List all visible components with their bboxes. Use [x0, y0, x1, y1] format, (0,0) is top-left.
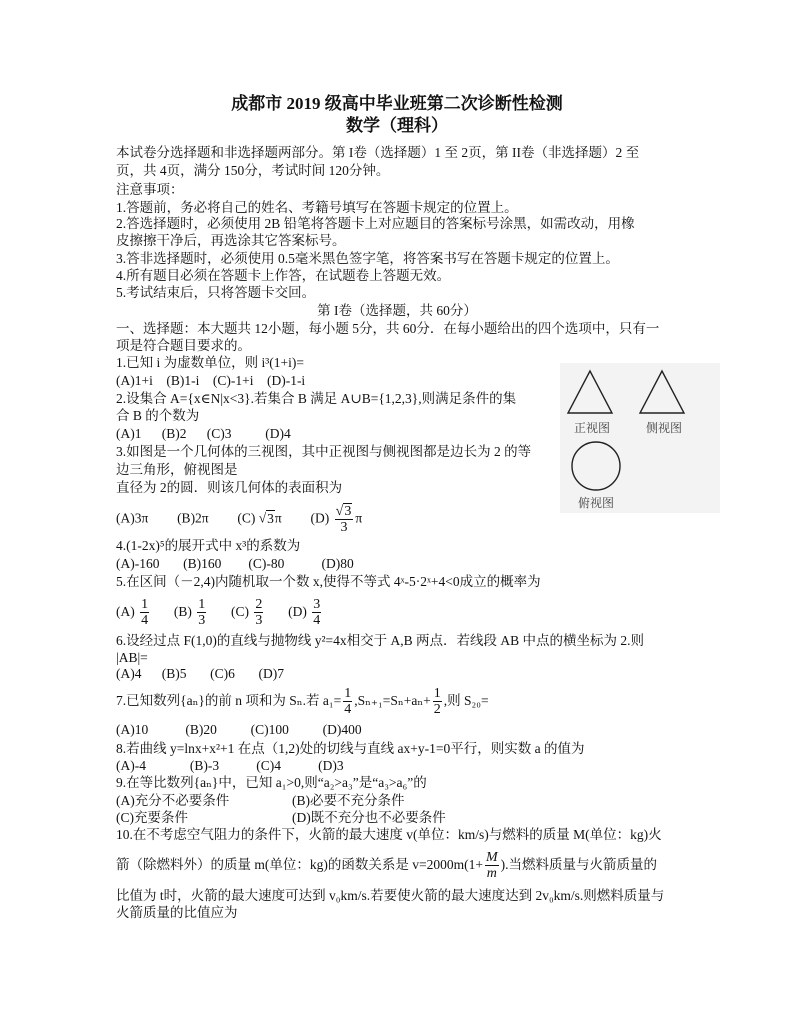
- q7-stem-part-3: ,则 S₂₀=: [443, 693, 489, 708]
- q9-option-b: (B)必要不充分条件: [292, 793, 405, 808]
- q3-option-c-radicand: 3: [267, 510, 274, 526]
- q6-stem-1: 6.设经过点 F(1,0)的直线与抛物线 y²=4x相交于 A,B 两点．若线段 AB 中点的横坐标为 2.则: [116, 633, 645, 648]
- q5-option-c-fraction: $\frac{2}{3}$: [255, 597, 263, 629]
- intro-line-1: 本试卷分选择题和非选择题两部分。第 I卷（选择题）1 至 2页，第 II卷（非选择题）2 至: [116, 145, 640, 160]
- q3-option-d: (D): [310, 510, 330, 526]
- q6-stem-2: |AB|=: [116, 650, 148, 665]
- q3-option-d-numerator: 3: [344, 504, 352, 519]
- note-2b: 皮擦擦干净后，再选涂其它答案标号。: [116, 233, 346, 248]
- q5-option-d-fraction: $\frac{3}{4}$: [313, 597, 321, 629]
- q3-stem-2: 边三角形，俯视图是: [116, 462, 238, 477]
- q3-option-d-fraction: $\frac{√3}{3}$: [335, 504, 352, 535]
- q3-option-a: (A)3π: [116, 510, 149, 526]
- q7-stem-part-1: 7.已知数列{aₙ}的前 n 项和为 Sₙ.若 a₁=: [116, 693, 342, 708]
- q5-option-d: (D): [288, 604, 307, 619]
- top-view-label: 俯视图: [578, 496, 615, 510]
- note-3: 3.答非选择题时，必须使用 0.5毫米黑色签字笔，将答案书写在答题卡规定的位置上。: [116, 251, 619, 266]
- q5-option-c: (C): [231, 604, 249, 619]
- q5-stem: 5.在区间（－2,4)内随机取一个数 x,使得不等式 4ˣ-5·2ˣ+4<0成立的概率为: [116, 574, 541, 589]
- q7-stem-part-2: ,Sₙ₊₁=Sₙ+aₙ+: [354, 693, 431, 708]
- q3-options: [116, 504, 362, 535]
- three-view-drawing: [560, 363, 720, 513]
- q3-option-d-denominator: 3: [340, 520, 348, 535]
- front-view-triangle: [568, 371, 612, 413]
- q10-line-1: 10.在不考虑空气阻力的条件下，火箭的最大速度 v(单位：km/s)与燃料的质量 M(单位：kg)火: [116, 827, 662, 842]
- q1-options: (A)1+i (B)1-i (C)-1+i (D)-1-i: [116, 373, 306, 388]
- q3-option-c-sqrt: √3: [258, 510, 274, 526]
- q10-line-3: 比值为 t时，火箭的最大速度可达到 v₀km/s.若要使火箭的最大速度达到 2v₀km/s.则燃料质量与: [116, 888, 665, 903]
- q5-options: [116, 594, 323, 630]
- q2-stem-2: 合 B 的个数为: [116, 408, 200, 423]
- three-view-figure: [560, 363, 720, 513]
- q9-option-c: (C)充要条件: [116, 810, 188, 825]
- q5-option-a-fraction: $\frac{1}{4}$: [141, 597, 149, 629]
- q10-line-4: 火箭质量的比值应为: [116, 905, 238, 920]
- q8-options: (A)-4 (B)-3 (C)4 (D)3: [116, 758, 344, 773]
- q5-option-a: (A): [116, 604, 135, 619]
- exam-subtitle: 数学（理科）: [346, 116, 448, 135]
- note-1: 1.答题前，务必将自己的姓名、考籍号填写在答题卡规定的位置上。: [116, 200, 518, 215]
- q3-option-b: (B)2π: [177, 510, 209, 526]
- q3-option-c-pi: π: [274, 510, 282, 526]
- q10-fraction: $\frac{M}{m}$: [485, 850, 498, 882]
- q9-stem: 9.在等比数列{aₙ}中，已知 a₁>0,则“a₂>a₃”是“a₃>a₆”的: [116, 775, 427, 790]
- q7-fraction-half: $\frac{1}{2}$: [433, 686, 441, 718]
- front-view-label: 正视图: [574, 421, 611, 435]
- side-view-triangle: [640, 371, 684, 413]
- exam-title: 成都市 2019 级高中毕业班第二次诊断性检测: [231, 94, 563, 113]
- q7-stem: [116, 684, 489, 718]
- q10-line-2-part-1: 箭（除燃料外）的质量 m(单位：kg)的函数关系是 v=2000m(1+: [116, 857, 483, 872]
- q4-options: (A)-160 (B)160 (C)-80 (D)80: [116, 556, 354, 571]
- q3-stem-3: 直径为 2的圆．则该几何体的表面积为: [116, 480, 343, 495]
- q7-fraction-a1: $\frac{1}{4}$: [344, 686, 352, 718]
- note-4: 4.所有题目必须在答题卡上作答，在试题卷上答题无效。: [116, 268, 451, 283]
- q7-options: (A)10 (B)20 (C)100 (D)400: [116, 722, 362, 737]
- q1-stem: 1.已知 i 为虚数单位，则 i³(1+i)=: [116, 355, 305, 370]
- note-2a: 2.答选择题时，必须使用 2B 铅笔将答题卡上对应题目的答案标号涂黑，如需改动，用橡: [116, 216, 635, 231]
- q8-stem: 8.若曲线 y=lnx+x²+1 在点（1,2)处的切线与直线 ax+y-1=0平行，则实数 a 的值为: [116, 741, 585, 756]
- q4-stem: 4.(1-2x)⁵的展开式中 x³的系数为: [116, 538, 301, 553]
- top-view-circle: [572, 442, 620, 490]
- part1-heading: 第 I卷（选择题，共 60分）: [317, 303, 477, 318]
- q10-line-2: [116, 848, 657, 882]
- part1-instruction-1: 一、选择题：本大题共 12小题，每小题 5分，共 60分．在每小题给出的四个选项中，只有一: [116, 321, 660, 336]
- q3-option-d-pi: π: [355, 510, 363, 526]
- q5-option-b: (B): [173, 604, 192, 619]
- intro-line-2: 页，共 4页，满分 150分，考试时间 120分钟。: [116, 163, 390, 178]
- q2-options: (A)1 (B)2 (C)3 (D)4: [116, 426, 291, 441]
- q5-option-b-fraction: $\frac{1}{3}$: [198, 597, 206, 629]
- q10-line-2-part-2: ).当燃料质量与火箭质量的: [500, 857, 658, 872]
- q9-option-a: (A)充分不必要条件: [116, 793, 230, 808]
- note-5: 5.考试结束后，只将答题卡交回。: [116, 285, 316, 300]
- side-view-label: 侧视图: [646, 421, 683, 435]
- part1-instruction-2: 项是符合题目要求的。: [116, 338, 251, 353]
- q3-option-c: (C): [237, 510, 256, 526]
- q3-stem-1: 3.如图是一个几何体的三视图，其中正视图与侧视图都是边长为 2 的等: [116, 444, 532, 459]
- q6-options: (A)4 (B)5 (C)6 (D)7: [116, 666, 284, 681]
- notes-heading: 注意事项：: [116, 182, 184, 197]
- q2-stem-1: 2.设集合 A={x∈N|x<3}.若集合 B 满足 A∪B={1,2,3},则满足条件的集: [116, 391, 517, 406]
- q9-option-d: (D)既不充分也不必要条件: [292, 810, 446, 825]
